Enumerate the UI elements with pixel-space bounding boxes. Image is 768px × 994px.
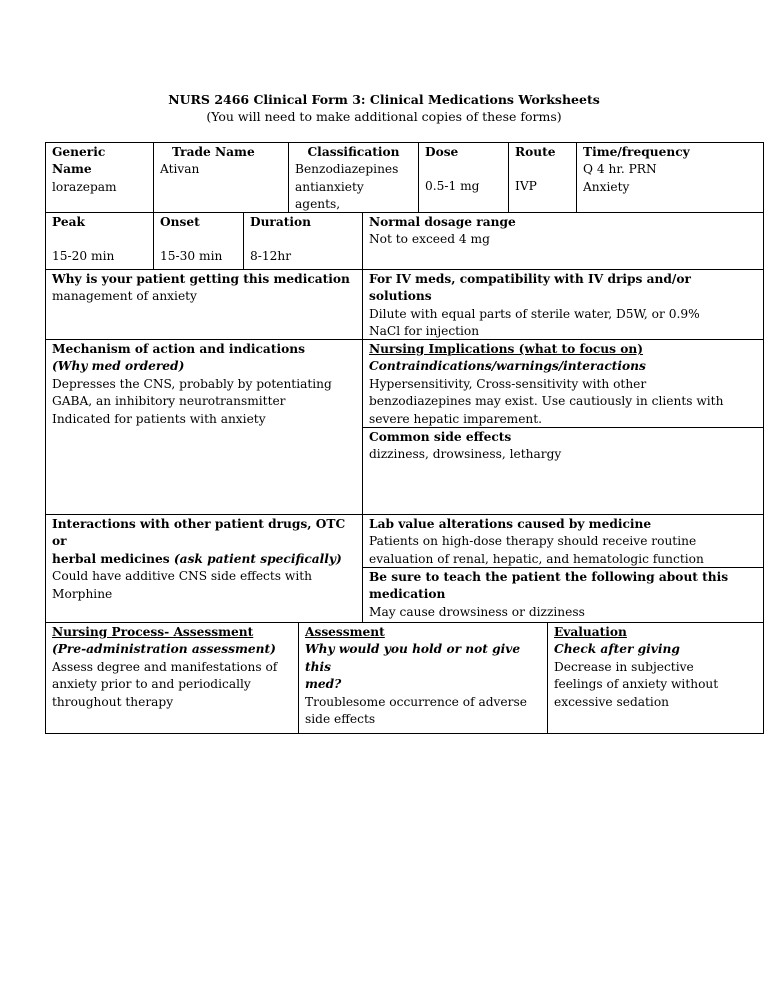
assessment-hold-cell bbox=[298, 622, 548, 734]
dose-cell bbox=[418, 142, 509, 213]
generic-name-label: Generic Name bbox=[52, 145, 106, 177]
lab-values-label: Lab value alterations caused by medicine bbox=[369, 517, 652, 531]
assessment-pre-line-2: anxiety prior to and periodically bbox=[52, 677, 251, 692]
assessment-hold-line-2: side effects bbox=[305, 712, 376, 727]
interactions-label-2-text: herbal medicines bbox=[52, 551, 174, 566]
dose-value: 0.5-1 mg bbox=[425, 179, 480, 194]
mechanism-sublabel: (Why med ordered) bbox=[52, 359, 185, 374]
teach-patient-label-1: Be sure to teach the patient the following about this bbox=[369, 570, 729, 584]
mechanism-cell bbox=[45, 339, 363, 515]
assessment-pre-line-1: Assess degree and manifestations of bbox=[52, 659, 278, 674]
evaluation-label: Evaluation bbox=[554, 625, 627, 639]
generic-name-cell bbox=[45, 142, 154, 213]
evaluation-sublabel: Check after giving bbox=[554, 642, 680, 657]
nursing-implications-line-1: Hypersensitivity, Cross-sensitivity with other bbox=[369, 376, 647, 391]
trade-name-cell bbox=[153, 142, 289, 213]
iv-compatibility-label-2: solutions bbox=[369, 289, 432, 304]
onset-label: Onset bbox=[160, 215, 200, 229]
onset-value: 15-30 min bbox=[160, 249, 223, 264]
classification-line-1: Benzodiazepines bbox=[295, 162, 399, 177]
interactions-cell bbox=[45, 514, 363, 623]
iv-compatibility-line-2: NaCl for injection bbox=[369, 324, 480, 339]
trade-name-label: Trade Name bbox=[172, 145, 255, 159]
trade-name-value: Ativan bbox=[160, 162, 200, 177]
classification-cell bbox=[288, 142, 419, 213]
classification-label: Classification bbox=[307, 145, 400, 159]
peak-cell bbox=[45, 212, 154, 270]
nursing-implications-sublabel: Contraindications/warnings/interactions bbox=[369, 359, 646, 374]
assessment-pre-line-3: throughout therapy bbox=[52, 694, 174, 709]
route-value: IVP bbox=[515, 179, 537, 194]
assessment-hold-sublabel-1: Why would you hold or not give this bbox=[305, 642, 521, 674]
why-medication-value: management of anxiety bbox=[52, 289, 197, 304]
form-title: NURS 2466 Clinical Form 3: Clinical Medications Worksheets bbox=[168, 92, 600, 107]
teach-patient-cell bbox=[362, 567, 764, 623]
duration-value: 8-12hr bbox=[250, 249, 292, 264]
assessment-hold-sublabel-2: med? bbox=[305, 677, 342, 692]
why-medication-label: Why is your patient getting this medication bbox=[52, 272, 350, 286]
time-frequency-cell bbox=[576, 142, 764, 213]
duration-label: Duration bbox=[250, 215, 311, 229]
dose-label: Dose bbox=[425, 145, 459, 159]
route-label: Route bbox=[515, 145, 556, 159]
interactions-line-1: Could have additive CNS side effects with bbox=[52, 569, 312, 584]
generic-name-value: lorazepam bbox=[52, 179, 117, 194]
time-frequency-label: Time/frequency bbox=[583, 145, 690, 159]
normal-dosage-value: Not to exceed 4 mg bbox=[369, 232, 490, 247]
evaluation-line-2: feelings of anxiety without bbox=[554, 677, 719, 692]
iv-compatibility-label-1: For IV meds, compatibility with IV drips and/or bbox=[369, 272, 691, 286]
classification-line-2: antianxiety agents, bbox=[295, 179, 364, 212]
interactions-label-1: Interactions with other patient drugs, OTC or bbox=[52, 517, 346, 549]
assessment-pre-sublabel: (Pre-administration assessment) bbox=[52, 642, 276, 657]
onset-cell bbox=[153, 212, 244, 270]
side-effects-value: dizziness, drowsiness, lethargy bbox=[369, 447, 562, 462]
time-frequency-line-2: Anxiety bbox=[583, 179, 630, 194]
mechanism-line-3: Indicated for patients with anxiety bbox=[52, 411, 266, 426]
time-frequency-line-1: Q 4 hr. PRN bbox=[583, 162, 657, 177]
nursing-implications-cell bbox=[362, 339, 764, 428]
evaluation-cell bbox=[547, 622, 764, 734]
nursing-implications-label: Nursing Implications (what to focus on) bbox=[369, 342, 643, 356]
nursing-implications-line-3: severe hepatic imparement. bbox=[369, 411, 543, 426]
assessment-hold-line-1: Troublesome occurrence of adverse bbox=[305, 694, 527, 709]
form-subtitle: (You will need to make additional copies of these forms) bbox=[206, 109, 562, 124]
lab-values-line-1: Patients on high-dose therapy should receive routine bbox=[369, 534, 697, 549]
mechanism-line-2: GABA, an inhibitory neurotransmitter bbox=[52, 394, 286, 409]
interactions-line-2: Morphine bbox=[52, 586, 113, 601]
assessment-pre-cell bbox=[45, 622, 299, 734]
mechanism-line-1: Depresses the CNS, probably by potentiating bbox=[52, 376, 332, 391]
why-medication-cell bbox=[45, 269, 363, 340]
side-effects-label: Common side effects bbox=[369, 430, 512, 444]
duration-cell bbox=[243, 212, 363, 270]
iv-compatibility-line-1: Dilute with equal parts of sterile water, D5W, or 0.9% bbox=[369, 306, 700, 321]
lab-values-cell bbox=[362, 514, 764, 568]
route-cell bbox=[508, 142, 577, 213]
normal-dosage-label: Normal dosage range bbox=[369, 215, 516, 229]
interactions-label-2 bbox=[52, 551, 356, 568]
teach-patient-value: May cause drowsiness or dizziness bbox=[369, 604, 585, 619]
normal-dosage-cell bbox=[362, 212, 764, 270]
side-effects-cell bbox=[362, 427, 764, 515]
evaluation-line-3: excessive sedation bbox=[554, 694, 670, 709]
assessment-hold-label: Assessment bbox=[305, 625, 385, 639]
interactions-label-italic: (ask patient specifically) bbox=[173, 551, 342, 566]
iv-compatibility-cell bbox=[362, 269, 764, 340]
lab-values-line-2: evaluation of renal, hepatic, and hematologic function bbox=[369, 551, 704, 566]
peak-value: 15-20 min bbox=[52, 249, 115, 264]
mechanism-label: Mechanism of action and indications bbox=[52, 342, 305, 356]
peak-label: Peak bbox=[52, 215, 85, 229]
evaluation-line-1: Decrease in subjective bbox=[554, 659, 694, 674]
nursing-implications-line-2: benzodiazepines may exist. Use cautiously in clients with bbox=[369, 394, 724, 409]
teach-patient-label-2: medication bbox=[369, 587, 446, 602]
assessment-pre-label: Nursing Process- Assessment bbox=[52, 625, 254, 639]
